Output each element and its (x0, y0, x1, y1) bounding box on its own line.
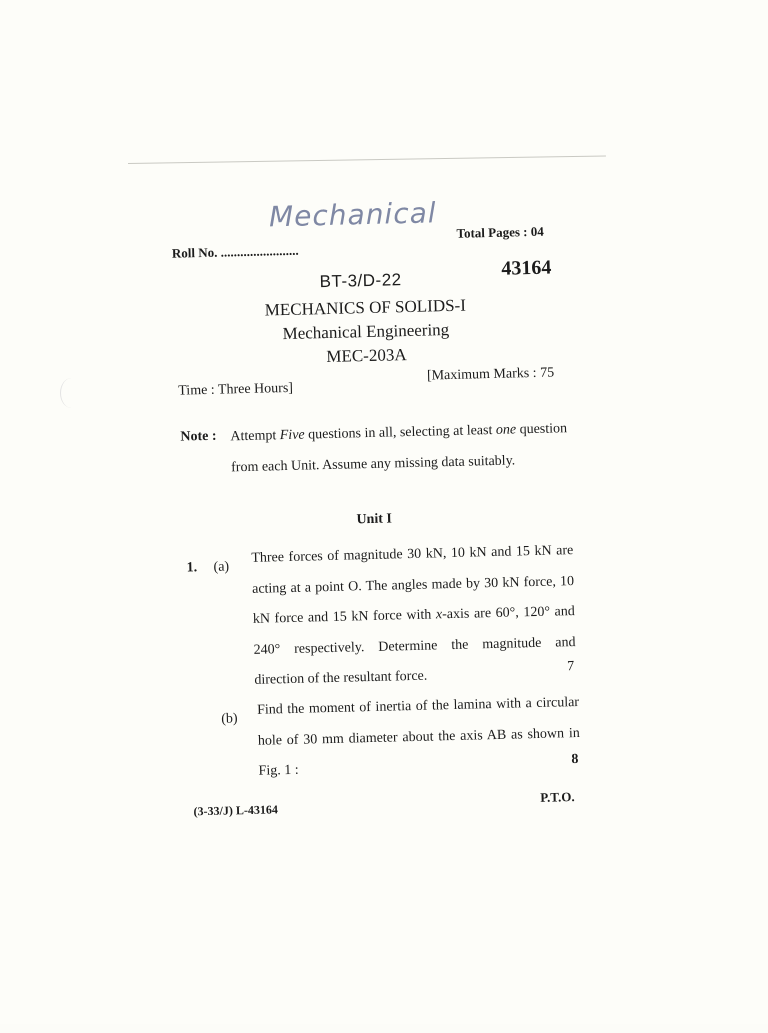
note-text-part: questions in all, selecting at least (304, 422, 497, 443)
note-text-part: question from each Unit. Assume any missing data suitably. (230, 421, 568, 476)
maximum-marks: [Maximum Marks : 75 (426, 365, 555, 384)
part-b-label: (b) (221, 711, 238, 727)
footer-paper-code (193, 802, 278, 819)
part-a-label: (a) (213, 559, 230, 575)
paper-number: 43164 (501, 256, 552, 280)
branch-title: Mechanical Engineering (282, 320, 450, 344)
handwritten-note: Mechanical (268, 196, 437, 234)
subject-title: MECHANICS OF SOLIDS-I (264, 295, 467, 320)
note-emphasis-five: Five (279, 427, 305, 444)
total-pages: Total Pages : 04 (456, 223, 544, 241)
part-a-text-part: -axis are 60°, 120° and 240° respectively. Determine the magnitude and direction of the resultant force. (253, 604, 576, 688)
unit-heading: Unit I (356, 511, 393, 528)
note-text (230, 413, 571, 483)
part-b-text: Find the moment of inertia of the lamina with a circular hole of 30 mm diameter about the axis AB as shown in Fig. 1 : (256, 694, 580, 779)
please-turn-over: P.T.O. (540, 789, 575, 805)
note-label: Note : (180, 428, 217, 445)
course-code: MEC-203A (326, 345, 407, 367)
footer-code-prefix: (3-33/J) (193, 803, 234, 819)
part-a-text (251, 536, 577, 696)
part-b-marks: 8 (571, 751, 579, 768)
roll-number-line: Roll No. ........................ (171, 242, 299, 261)
question-number: 1. (186, 560, 198, 576)
part-a-marks: 7 (566, 659, 575, 675)
part-a-text-part: Three forces of magnitude 30 kN, 10 kN and 15 kN are acting at a point O. The angles made by 30 kN force, 10 kN force and 15 kN force with (251, 543, 575, 627)
exam-duration: Time : Three Hours] (178, 380, 294, 399)
x-variable: x (435, 607, 443, 623)
footer-code: L-43164 (232, 802, 279, 818)
title-block (215, 292, 517, 371)
note-emphasis-one: one (495, 422, 517, 438)
note-text-part: Attempt (230, 428, 280, 445)
paper-code: BT-3/D-22 (319, 270, 402, 292)
